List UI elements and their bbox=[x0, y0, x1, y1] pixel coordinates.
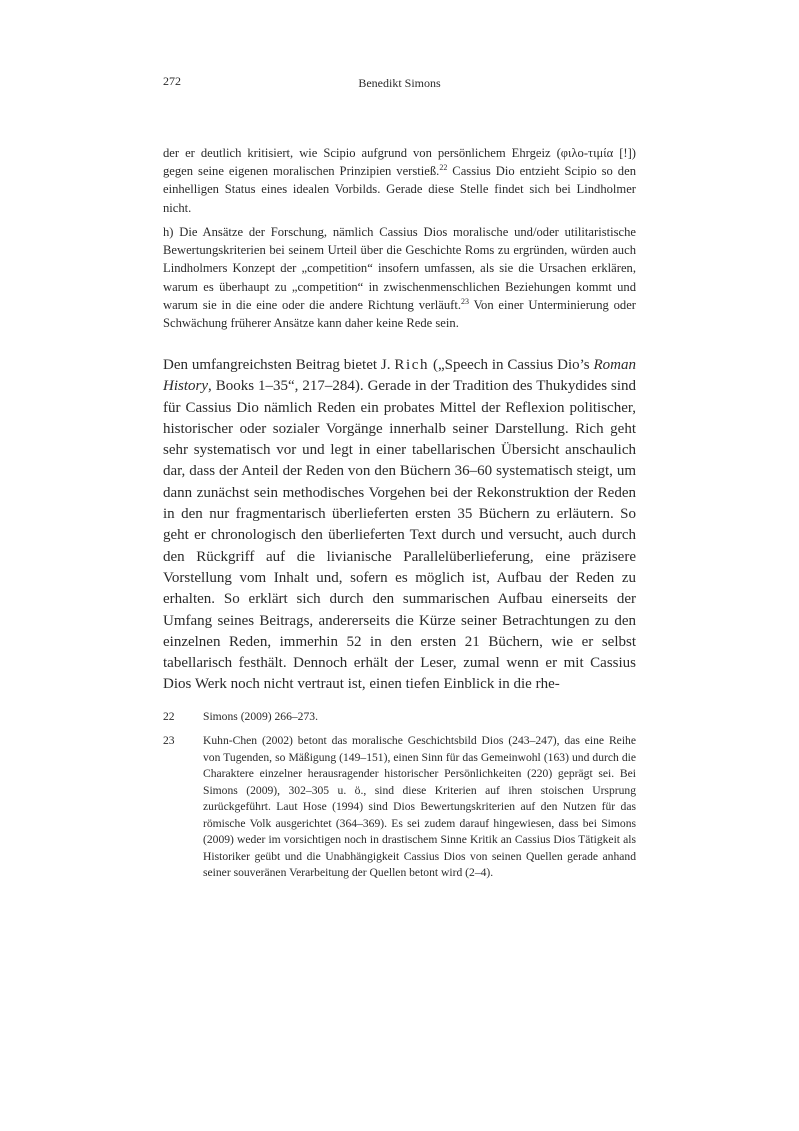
footnote-text: Simons (2009) 266–273. bbox=[203, 710, 318, 723]
footnote-22 bbox=[163, 709, 636, 726]
paragraph-h-text-b: Von einer Unterminierung oder Schwächung früherer Ansätze kann daher keine Rede sein. bbox=[163, 297, 636, 331]
footnote-text: Kuhn-Chen (2002) betont das moralische Geschichtsbild Dios (243–247), das eine Reihe von Tugenden, so Mäßigung (149–151), einen Sinn für das Gemeinwohl (163) und durch die Charaktere einzelner herausragender historischer Persönlichkeiten (220) geprägt sei. Bei Simons (2009), 302–305 u. ö., sind diese Kriterien auf ihren stoischen Ursprung zurückgeführt. Laut Hose (1994) sind Dios Bewertungskriterien auf den Nutzen für das römische Volk ausgerichtet (364–369). Es sei zudem darauf hingewiesen, dass bei Simons (2009) weder im vorsichtigen noch in drastischem Sinne Kritik an Cassius Dios Tätigkeit als Historiker geübt und die Unabhängigkeit Cassius Dios von seinen Quellen gerade anhand seiner souveränen Verarbeitung der Quellen betont wird (2–4). bbox=[203, 734, 636, 879]
paragraph-g-text-b: Cassius Dio entzieht Scipio so den einhelligen Status eines idealen Vorbilds. Gerade diese Stelle findet sich bei Lindholmer nicht. bbox=[163, 164, 636, 215]
work-title: Roman History bbox=[163, 357, 636, 395]
paragraph-g-text-a: der er deutlich kritisiert, wie Scipio aufgrund von persönlichem Ehrgeiz (φιλο-τιμία [!]) gegen seine eigenen moralischen Prinzipien verstieß. bbox=[163, 146, 636, 179]
main-paragraph bbox=[163, 355, 636, 696]
footnote-number: 22 bbox=[163, 710, 175, 723]
main-text-c: , Books 1–35“, 217–284). Gerade in der Tradition des Thukydides sind für Cassius Dio nämlich Reden ein probates Mittel der Reflexion politischer, historischer oder sozialer Vorgänge innerhalb seiner Darstellung. Rich geht sehr systematisch vor und legt in einer tabellarischen Übersicht anschaulich dar, dass der Anteil der Reden von den Büchern 36–60 systematisch steigt, um dann zunächst sein methodisches Vorgehen bei der Rekonstruktion der Reden in den nur fragmentarisch überlieferten ersten 35 Büchern zu erläutern. So geht er chronologisch den überlieferten Text durch und versucht, auch durch den Rückgriff auf die livianische Parallelüberlieferung, eine präzisere Vorstellung vom Inhalt und, sofern es möglich ist, Aufbau der Reden zu erhalten. So erklärt sich durch den summarischen Aufbau einerseits der Umfang seines Beitrags, andererseits die Kürze seiner Betrachtungen zu den einzelnen Reden, immerhin 52 in den ersten 21 Büchern, wie er selbst tabellarisch festhält. Dennoch erhält der Leser, zumal wenn er mit Cassius Dios Werk noch nicht vertraut ist, einen tiefen Einblick in die rhe- bbox=[163, 378, 636, 693]
footnote-ref-22[interactable]: 22 bbox=[439, 163, 448, 173]
paragraph-h bbox=[163, 223, 636, 332]
paragraph-h-text-a: h) Die Ansätze der Forschung, nämlich Cassius Dios moralische und/oder utilitaristische Bewertungskriterien bei seinem Urteil über die Geschichte Roms zu ergründen, würden auch Lindholmers Konzept der „competition“ insofern umfassen, als sie die Ursachen erklären, warum es überhaupt zu „competition“ in zwischenmenschlichen Beziehungen kommt und warum sie in die eine oder die andere Richtung verläuft. bbox=[163, 225, 636, 312]
footnote-number: 23 bbox=[163, 734, 175, 747]
main-text-b: („Speech in Cassius Dio’s bbox=[429, 357, 594, 373]
main-text-a: Den umfangreichsten Beitrag bietet J. bbox=[163, 357, 395, 373]
author-name: Rich bbox=[394, 357, 430, 373]
footnote-23 bbox=[163, 733, 636, 882]
paragraph-g bbox=[163, 144, 636, 217]
footnote-ref-23[interactable]: 23 bbox=[461, 296, 470, 306]
page-header bbox=[163, 74, 636, 94]
running-head: Benedikt Simons bbox=[358, 76, 441, 90]
page-number: 272 bbox=[163, 74, 181, 88]
